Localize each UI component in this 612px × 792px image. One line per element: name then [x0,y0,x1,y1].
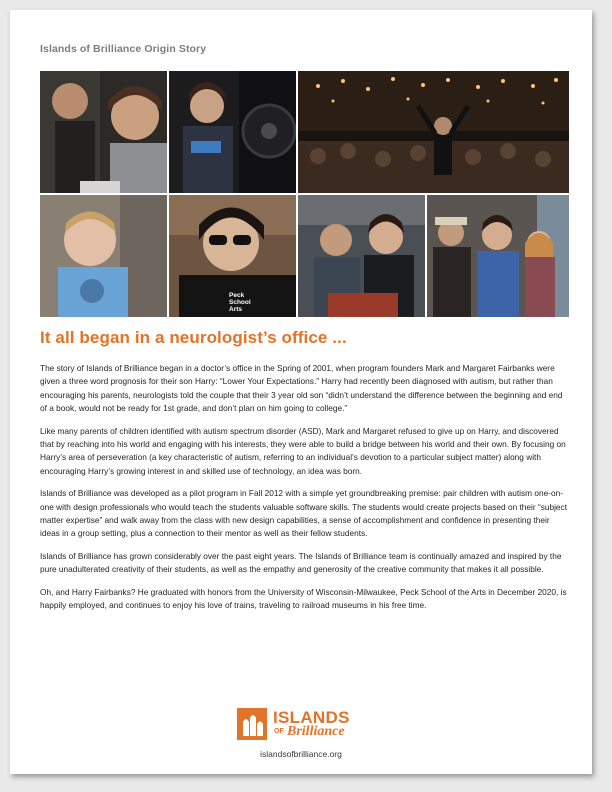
logo-word-of: OF [274,728,284,735]
photo-toddler-thomas-shirt [40,195,167,317]
photo-boy-by-locomotive [169,71,296,193]
story-body [40,362,570,622]
paragraph-2: Like many parents of children identified with autism spectrum disorder (ASD), Mark and Margaret refused to give up on Harry, and discovered that by reaching into his world and engaging with his interests, they were able to build a bridge between his world and their own. By focusing on Harry’s area of perseveration (a key characteristic of autism, referring to an individual’s devotion to a particular subject matter) along with encouraging Harry’s growing interest in and skilled use of technology, an idea was born. [40,425,566,476]
logo-word-brilliance: Brilliance [287,724,345,739]
photo-young-man-sunglasses [169,195,296,317]
islands-of-brilliance-logo [237,708,387,744]
logo-mark-icon [237,708,267,740]
paragraph-4: Islands of Brilliance has grown considerably over the past eight years. The Islands of Brilliance team is continually amazed and inspired by the pure unadulterated creativity of their students, as well as the empathy and generosity of the creative community that makes it all possible. [40,550,562,575]
document-page [10,10,592,774]
photo-mentor-with-student [298,195,425,317]
paragraph-5: Oh, and Harry Fairbanks? He graduated with honors from the University of Wisconsin-Milwaukee, Peck School of the Arts in December 2020, is happily employed, and continues to enjoy his love of trains, traveling to railroad museums in his free time. [40,586,567,611]
paragraph-1: The story of Islands of Brilliance began in a doctor’s office in the Spring of 2001, when program founders Mark and Margaret Fairbanks were given a three word prognosis for their son Harry: “Lower Your Expectations.” Harry had recently been diagnosed with autism, but rather than encouraging his parents, neurologists told the couple that their 3 year old son “didn’t understand the difference between the beginning and end of a book, would not be ready for 1st grade, and don’t plan on him going to college.” [40,363,563,414]
paragraph-3: Islands of Brilliance was developed as a pilot program in Fall 2012 with a simple yet groundbreaking premise: pair children with autism one-on-one with design professionals who would teach the students valuable software skills. The students would create projects based on their “subject matter expertise” and walk away from the class with new design capabilities, a sense of accomplishment and confidence in presenting their ideas in a group setting, plus a connection to their mentor as well as their fellow students. [40,488,567,539]
website-url[interactable]: islandsofbrilliance.org [260,749,342,759]
headline: It all began in a neurologist’s office ... [40,328,347,347]
photo-students-at-laptop [40,71,167,193]
photo-collage [40,71,569,317]
logo-word-islands: ISLANDS [273,708,350,727]
photo-event-crowd [298,71,569,193]
document-header: Islands of Brilliance Origin Story [40,43,207,55]
peck-school-arts-label: Peck School Arts [229,292,251,313]
photo-family-group [427,195,569,317]
